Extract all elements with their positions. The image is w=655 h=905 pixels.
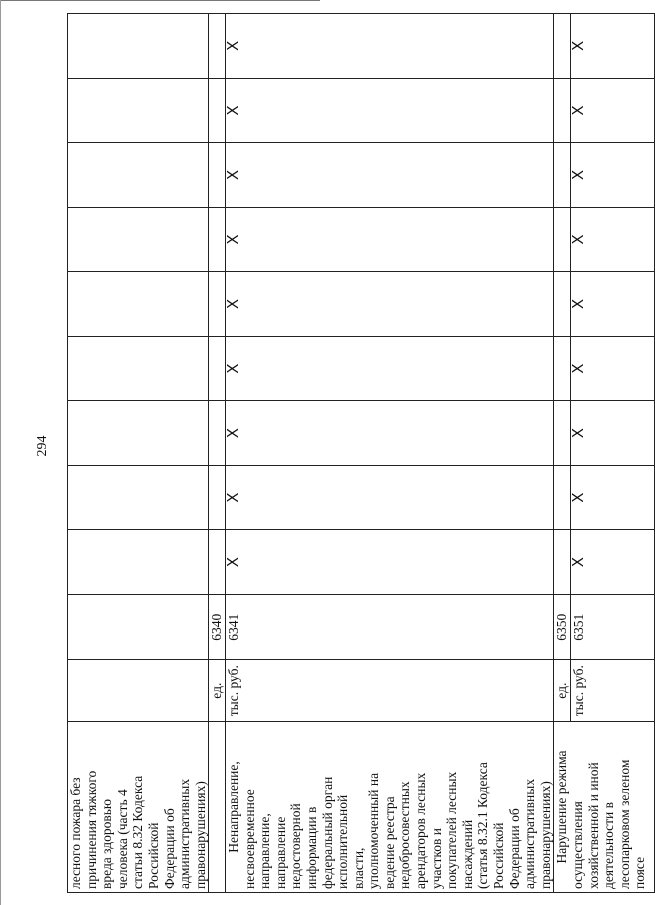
mark-cell: X [571, 207, 655, 272]
mark-cell: X [571, 14, 655, 79]
name-line: направление [272, 816, 288, 889]
unit-cell: ед. [209, 660, 226, 721]
name-line: арендаторов лесных [413, 772, 429, 889]
name-line: информации в [303, 806, 319, 889]
mark-cell: X [225, 207, 553, 272]
mark-cell: X [571, 336, 655, 401]
name-line: Нарушение режима [554, 750, 570, 864]
mark-cell [209, 78, 226, 143]
name-line: направление, [257, 813, 273, 889]
name-line: Российской [145, 822, 161, 889]
name-line: уполномоченный на [366, 772, 382, 889]
mark-cell [209, 401, 226, 466]
scan-edge-top [0, 0, 320, 1]
name-line: административных [522, 778, 538, 889]
mark-cell: X [571, 465, 655, 530]
mark-cell [209, 14, 226, 79]
mark-cell: X [225, 465, 553, 530]
mark-cell: X [225, 401, 553, 466]
name-line: хозяйственной и иной [585, 762, 601, 889]
name-line: осуществления [570, 801, 585, 889]
name-line: лесопарковом зеленом [616, 759, 632, 889]
unit-cell: ед. [554, 660, 571, 721]
name-line: правонарушениях) [192, 781, 208, 889]
name-line: (статья 8.32.1 Кодекса [475, 762, 491, 889]
mark-cell: X [225, 530, 553, 595]
mark-cell [68, 336, 209, 401]
name-line: покупателей лесных [444, 771, 460, 889]
mark-cell: X [225, 78, 553, 143]
code-cell [68, 594, 209, 660]
name-line: причинения тяжкого [83, 770, 99, 889]
name-line: деятельности в [601, 801, 617, 889]
name-line: вреда здоровью [99, 799, 115, 889]
mark-cell [209, 207, 226, 272]
row-name-cell [554, 721, 655, 892]
mark-cell [68, 401, 209, 466]
name-line: Российской [491, 822, 507, 889]
page-number: 294 [35, 435, 50, 457]
mark-cell [209, 530, 226, 595]
mark-cell [209, 272, 226, 337]
mark-cell [68, 530, 209, 595]
mark-cell [209, 143, 226, 208]
mark-cell [554, 272, 571, 337]
mark-cell: X [571, 530, 655, 595]
mark-cell [209, 336, 226, 401]
mark-cell: X [571, 143, 655, 208]
code-cell: 6341 [225, 594, 553, 660]
table-row [68, 14, 209, 893]
table-row [554, 14, 571, 893]
unit-cell: тыс. руб. [225, 660, 553, 721]
name-line: исполнительной [335, 794, 351, 889]
name-line: человека (часть 4 [114, 789, 130, 889]
name-line: правонарушениях) [537, 781, 553, 889]
mark-cell [554, 465, 571, 530]
mark-cell: X [225, 336, 553, 401]
name-line: насаждений [459, 819, 475, 889]
unit-cell: тыс. руб. [571, 660, 655, 721]
mark-cell [68, 78, 209, 143]
mark-cell [554, 530, 571, 595]
report-table [67, 13, 655, 893]
name-line: власти, [350, 847, 366, 889]
mark-cell [554, 143, 571, 208]
mark-cell [68, 272, 209, 337]
row-name-cell [209, 721, 226, 892]
name-line: поясе [632, 856, 648, 889]
mark-cell: X [571, 272, 655, 337]
unit-cell [68, 660, 209, 721]
mark-cell [68, 143, 209, 208]
scan-edge-left [0, 0, 1, 905]
code-cell: 6350 [554, 594, 571, 660]
mark-cell: X [225, 143, 553, 208]
mark-cell: X [571, 78, 655, 143]
mark-cell: X [225, 14, 553, 79]
name-line: несвоевременное [241, 789, 257, 889]
name-line: участков и [428, 827, 444, 889]
name-line: ведение реестра [381, 796, 397, 889]
name-line: федеральный орган [319, 776, 335, 889]
mark-cell [68, 207, 209, 272]
name-line: административных [177, 778, 193, 889]
mark-cell: X [571, 401, 655, 466]
name-line: Федерации об [161, 808, 177, 889]
name-line: Федерации об [506, 808, 522, 889]
name-line: статьи 8.32 Кодекса [130, 775, 146, 889]
mark-cell [554, 78, 571, 143]
code-cell: 6351 [571, 594, 655, 660]
mark-cell [554, 336, 571, 401]
name-line: Ненаправление, [225, 761, 241, 853]
mark-cell [554, 207, 571, 272]
mark-cell [68, 465, 209, 530]
mark-cell [554, 401, 571, 466]
name-line: лесного пожара без [68, 777, 83, 889]
table-row [225, 14, 553, 893]
row-name-cell [225, 721, 553, 892]
mark-cell [209, 465, 226, 530]
mark-cell [554, 14, 571, 79]
table-row [209, 14, 226, 893]
row-name-cell [68, 721, 209, 892]
mark-cell [68, 14, 209, 79]
mark-cell: X [225, 272, 553, 337]
name-line: недостоверной [288, 803, 304, 889]
code-cell: 6340 [209, 594, 226, 660]
name-line: недобросовестных [397, 781, 413, 889]
rotated-table-wrapper [67, 13, 648, 893]
